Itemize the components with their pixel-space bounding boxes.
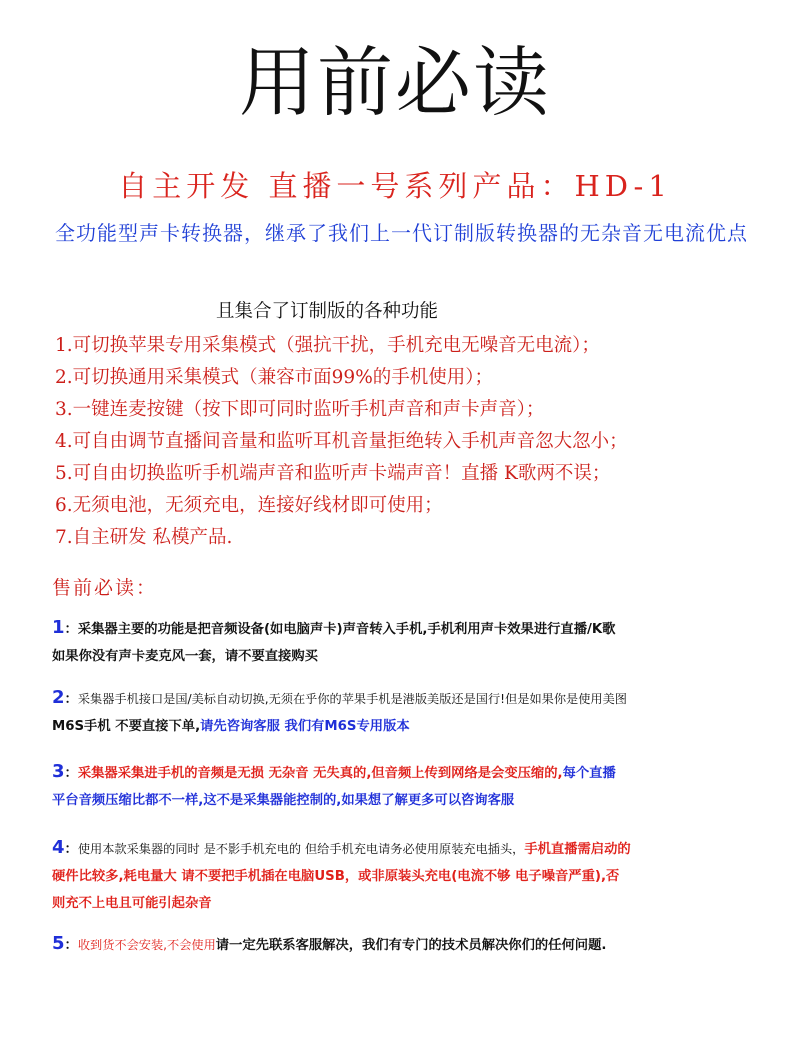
note-colon: ： <box>64 692 78 707</box>
note-number: 5 <box>52 933 65 954</box>
note-number: 3 <box>52 761 65 782</box>
page-title: 用前必读 <box>239 38 551 127</box>
note-warning: 手机直播需启动的 <box>524 842 631 857</box>
note-warning: 收到货不会安装,不会使用 <box>77 938 216 952</box>
presale-heading: 售前必读： <box>52 577 158 599</box>
note-number: 4 <box>52 837 65 858</box>
feature-item: 7.自主研发 私模产品. <box>55 527 233 548</box>
note-colon: ： <box>64 842 78 857</box>
features-heading: 且集合了订制版的各种功能 <box>216 301 439 322</box>
note-text: 采集器手机接口是国/美标自动切换,无须在乎你的苹果手机是港版美版还是国行!但是如果你是使用美图 <box>77 692 627 706</box>
feature-item: 1.可切换苹果专用采集模式（强抗干扰，手机充电无噪音无电流）； <box>55 335 600 356</box>
note-colon: ： <box>64 766 78 781</box>
presale-note-1 <box>52 614 752 670</box>
note-number: 2 <box>52 687 65 708</box>
feature-item: 4.可自由调节直播间音量和监听耳机音量拒绝转入手机声音忽大忽小； <box>55 431 628 452</box>
presale-note-2 <box>52 684 752 740</box>
note-text: M6S手机 不要直接下单, <box>52 719 201 734</box>
note-highlight: 每个直播 <box>562 766 616 781</box>
presale-note-5 <box>52 930 752 959</box>
note-number: 1 <box>52 617 65 638</box>
note-colon: ： <box>64 622 78 637</box>
presale-note-3 <box>52 758 752 814</box>
note-highlight: 请先咨询客服 我们有M6S专用版本 <box>200 719 410 734</box>
feature-item: 6.无须电池，无须充电，连接好线材即可使用； <box>55 495 443 516</box>
note-text: 请一定先联系客服解决，我们有专门的技术员解决你们的任何问题. <box>215 938 607 953</box>
feature-item: 2.可切换通用采集模式（兼容市面99%的手机使用）； <box>55 367 494 388</box>
note-text: 使用本款采集器的同时 是不影手机充电的 但给手机充电请务必使用原装充电插头， <box>77 842 525 856</box>
feature-item: 3.一键连麦按键（按下即可同时监听手机声音和声卡声音）； <box>55 399 545 420</box>
feature-item: 5.可自由切换监听手机端声音和监听声卡端声音！直播 K歌两不误； <box>55 463 611 484</box>
product-subtitle: 自主开发 直播一号系列产品：HD-1 <box>118 169 672 203</box>
note-text: 如果你没有声卡麦克风一套，请不要直接购买 <box>52 649 318 664</box>
intro-text: 全功能型声卡转换器，继承了我们上一代订制版转换器的无杂音无电流优点 <box>55 221 748 245</box>
note-colon: ： <box>64 938 78 953</box>
note-text: 采集器主要的功能是把音频设备(如电脑声卡)声音转入手机,手机利用声卡效果进行直播/K歌 <box>77 622 616 637</box>
note-text: 平台音频压缩比都不一样,这不是采集器能控制的,如果想了解更多可以咨询客服 <box>52 793 515 808</box>
note-warning: 采集器采集进手机的音频是无损 无杂音 无失真的,但音频上传到网络是会变压缩的, <box>77 766 563 781</box>
note-warning: 硬件比较多,耗电量大 请不要把手机插在电脑USB，或非原装头充电(电流不够 电子噪音严重),否 <box>52 869 620 884</box>
presale-note-4 <box>52 834 752 917</box>
note-warning: 则充不上电且可能引起杂音 <box>52 896 212 911</box>
